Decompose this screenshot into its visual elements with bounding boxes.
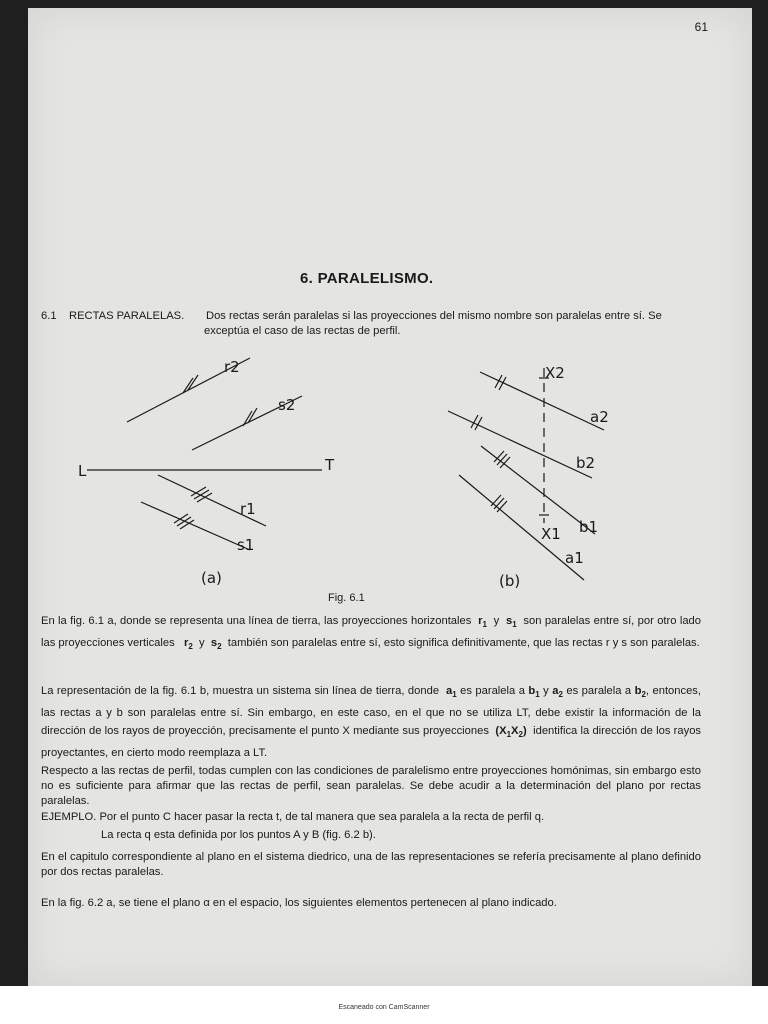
tick-a1-1: [491, 495, 501, 506]
example-line-2: La recta q esta definida por los puntos A y B (fig. 6.2 b).: [101, 829, 376, 841]
section-number: 6.1: [41, 310, 57, 322]
paragraph-6: En la fig. 6.2 a, se tiene el plano α en el espacio, los siguientes elementos pertenecen al plano indicado.: [41, 897, 557, 909]
paragraph-4: [41, 808, 701, 844]
section-heading: RECTAS PARALELAS.: [69, 310, 185, 322]
p2-text-b: entonces, las rectas a y b son paralelas entre sí. Sin embargo, en este caso, en el que no se utiliza LT, debe existir la información de: [41, 685, 702, 720]
p2-text-d: identifica la dirección de los: [533, 725, 671, 738]
p2-text-c: la dirección de los rayos de proyección, precisamente el punto X mediante sus proyecciones: [41, 707, 702, 738]
section-text-line2: exceptúa el caso de las rectas de perfil.: [204, 325, 401, 337]
label-L: L: [78, 462, 87, 480]
figure-caption: Fig. 6.1: [328, 592, 365, 604]
example-line-1: EJEMPLO. Por el punto C hacer pasar la recta t, de tal manera que sea paralela a la recta de perfil q.: [41, 811, 545, 823]
p2-text-a: La representación de la fig. 6.1 b, muestra un sistema sin línea de tierra, donde: [41, 685, 440, 697]
figure-6-1: [28, 338, 752, 598]
line-b2: [448, 411, 592, 478]
p1-text-b: son paralelas entre sí, por otro lado: [523, 615, 702, 627]
line-s1: [141, 502, 250, 550]
paragraph-3: Respecto a las rectas de perfil, todas cumplen con las condiciones de paralelismo entre proyecciones homónimas, sin embargo esto no es suficiente para afirmar que las rectas de perfil, sean paralelas. Se debe acudir a la determinación del plano por rectas paralelas.: [41, 765, 701, 807]
label-r2: r2: [224, 358, 240, 376]
label-b2: b2: [576, 454, 596, 472]
p1-text-c: las proyecciones verticales: [41, 637, 175, 650]
label-s2: s2: [278, 396, 296, 414]
section-text-line1: Dos rectas serán paralelas si las proyecciones del mismo nombre son paralelas entre sí. Se: [206, 310, 662, 322]
label-b1: b1: [579, 518, 599, 536]
label-s1: s1: [237, 536, 255, 554]
label-r1: r1: [240, 500, 256, 518]
p1-text-d: también son paralelas entre sí, esto significa definitivamente, que las rectas r y s son: [227, 637, 649, 650]
p1-text-e: paralelas.: [651, 637, 700, 650]
document-page: [28, 8, 752, 986]
page-number: 61: [694, 20, 708, 34]
scanner-footer: Escaneado con CamScanner: [338, 1004, 430, 1011]
tick-a1-2: [494, 498, 504, 509]
label-a: (a): [201, 569, 222, 587]
label-X1: X1: [541, 525, 561, 543]
paragraph-1: En la fig. 6.1 a, donde se representa una línea de tierra, las proyecciones horizontales $r_1$ y $s_1$ son paralelas entre sí, por otro lado las proyecciones verticales $r_2$ y $s_2$ también son paralelas entre sí, esto significa definitivamente, que las rectas r y s son paralelas.: [41, 615, 702, 652]
p1-text-a: En la fig. 6.1 a, donde se representa una línea de tierra, las proyecciones horizontales: [41, 615, 472, 627]
p2-text-e: rayos proyectantes, en cierto modo reemplaza a LT.: [41, 725, 702, 760]
label-b: (b): [499, 572, 521, 590]
paragraph-5: En el capitulo correspondiente al plano en el sistema diedrico, una de las representaciones se refería precisamente al plano definido por dos rectas paralelas.: [41, 851, 701, 878]
label-a2: a2: [590, 408, 609, 426]
label-T: T: [325, 456, 335, 474]
label-a1: a1: [565, 549, 584, 567]
label-X2: X2: [545, 364, 565, 382]
paragraph-2: La representación de la fig. 6.1 b, muestra un sistema sin línea de tierra, donde $a_1$ es paralela a $b_1$ y $a_2$ es paralela a $b_2$, entonces, las rectas a y b son paralelas entre sí. Sin embargo, en este caso, en el que no se utiliza LT, debe existir la información de la dirección de los rayos de proyección, precisamente el punto X mediante sus proyecciones $(X_1X_2)$ identifica la dirección de los rayos proyectantes, en cierto modo reemplaza a LT.: [41, 685, 702, 760]
chapter-title: 6. PARALELISMO.: [300, 270, 434, 287]
